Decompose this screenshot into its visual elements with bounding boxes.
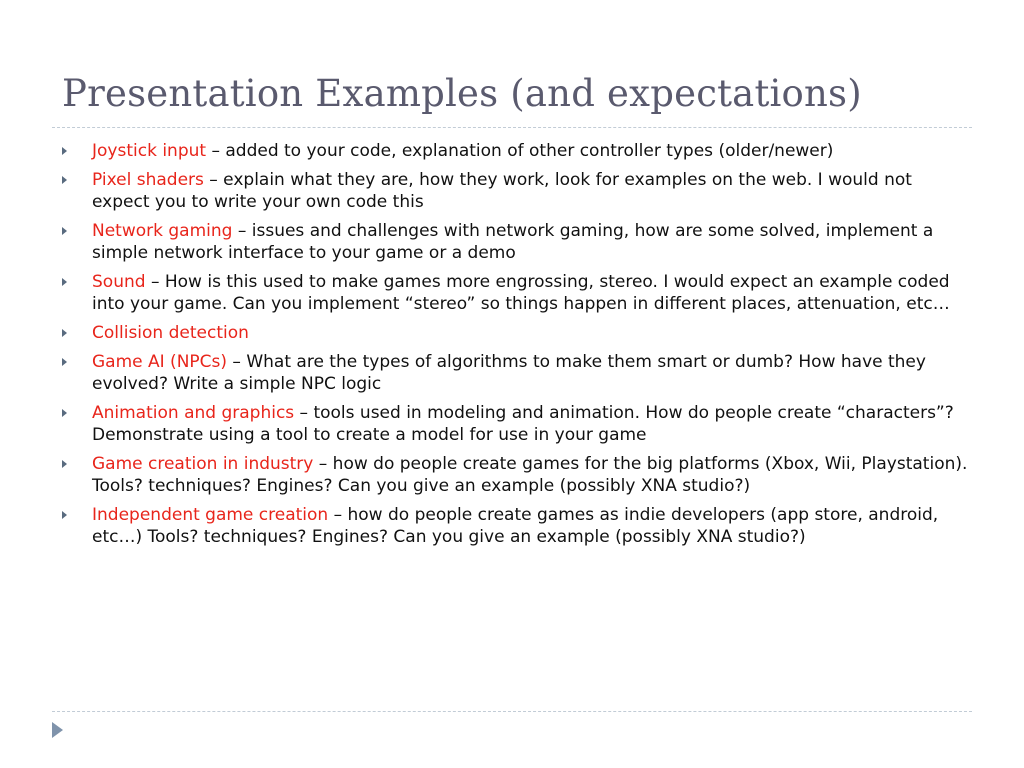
bullet-triangle-icon — [62, 329, 67, 337]
bullet-triangle-icon — [62, 358, 67, 366]
bullet-item — [62, 322, 972, 344]
slide-title: Presentation Examples (and expectations) — [62, 72, 862, 115]
bullet-item — [62, 271, 972, 315]
bullet-topic: Game AI (NPCs) — [92, 352, 228, 372]
bullet-topic: Collision detection — [92, 323, 249, 343]
bullet-item — [62, 504, 972, 548]
bullet-description: – How is this used to make games more engrossing, stereo. I would expect an example coded into your game. Can you implement “stereo” so things happen in different places, attenuation, etc… — [92, 272, 950, 314]
bullet-triangle-icon — [62, 176, 67, 184]
bullet-triangle-icon — [62, 511, 67, 519]
bullet-topic: Animation and graphics — [92, 403, 295, 423]
bullet-triangle-icon — [62, 409, 67, 417]
bullet-topic: Network gaming — [92, 221, 233, 241]
bullet-triangle-icon — [62, 278, 67, 286]
bullet-description: – What are the types of algorithms to make them smart or dumb? How have they evolved? Write a simple NPC logic — [92, 352, 926, 394]
bullet-topic: Game creation in industry — [92, 454, 314, 474]
bullet-description: – how do people create games for the big platforms (Xbox, Wii, Playstation). Tools? techniques? Engines? Can you give an example (possibly XNA studio?) — [92, 454, 968, 496]
bullet-list — [62, 140, 972, 555]
title-divider — [52, 127, 972, 128]
bullet-item — [62, 351, 972, 395]
bullet-description: – issues and challenges with network gaming, how are some solved, implement a simple network interface to your game or a demo — [92, 221, 934, 263]
footer-divider — [52, 711, 972, 712]
bullet-description: – explain what they are, how they work, look for examples on the web. I would not expect you to write your own code this — [92, 170, 912, 212]
bullet-triangle-icon — [62, 227, 67, 235]
bullet-description: – how do people create games as indie developers (app store, android, etc…) Tools? techniques? Engines? Can you give an example (possibly XNA studio?) — [92, 505, 939, 547]
bullet-item — [62, 169, 972, 213]
play-arrow-icon[interactable] — [52, 722, 63, 738]
bullet-topic: Sound — [92, 272, 146, 292]
bullet-topic: Joystick input — [92, 141, 207, 161]
bullet-description: – added to your code, explanation of other controller types (older/newer) — [206, 141, 834, 161]
bullet-description: – tools used in modeling and animation. How do people create “characters”? Demonstrate using a tool to create a model for use in your game — [92, 403, 954, 445]
bullet-item — [62, 220, 972, 264]
bullet-item — [62, 140, 972, 162]
bullet-triangle-icon — [62, 460, 67, 468]
bullet-topic: Pixel shaders — [92, 170, 204, 190]
bullet-item — [62, 453, 972, 497]
bullet-topic: Independent game creation — [92, 505, 329, 525]
bullet-item — [62, 402, 972, 446]
bullet-triangle-icon — [62, 147, 67, 155]
